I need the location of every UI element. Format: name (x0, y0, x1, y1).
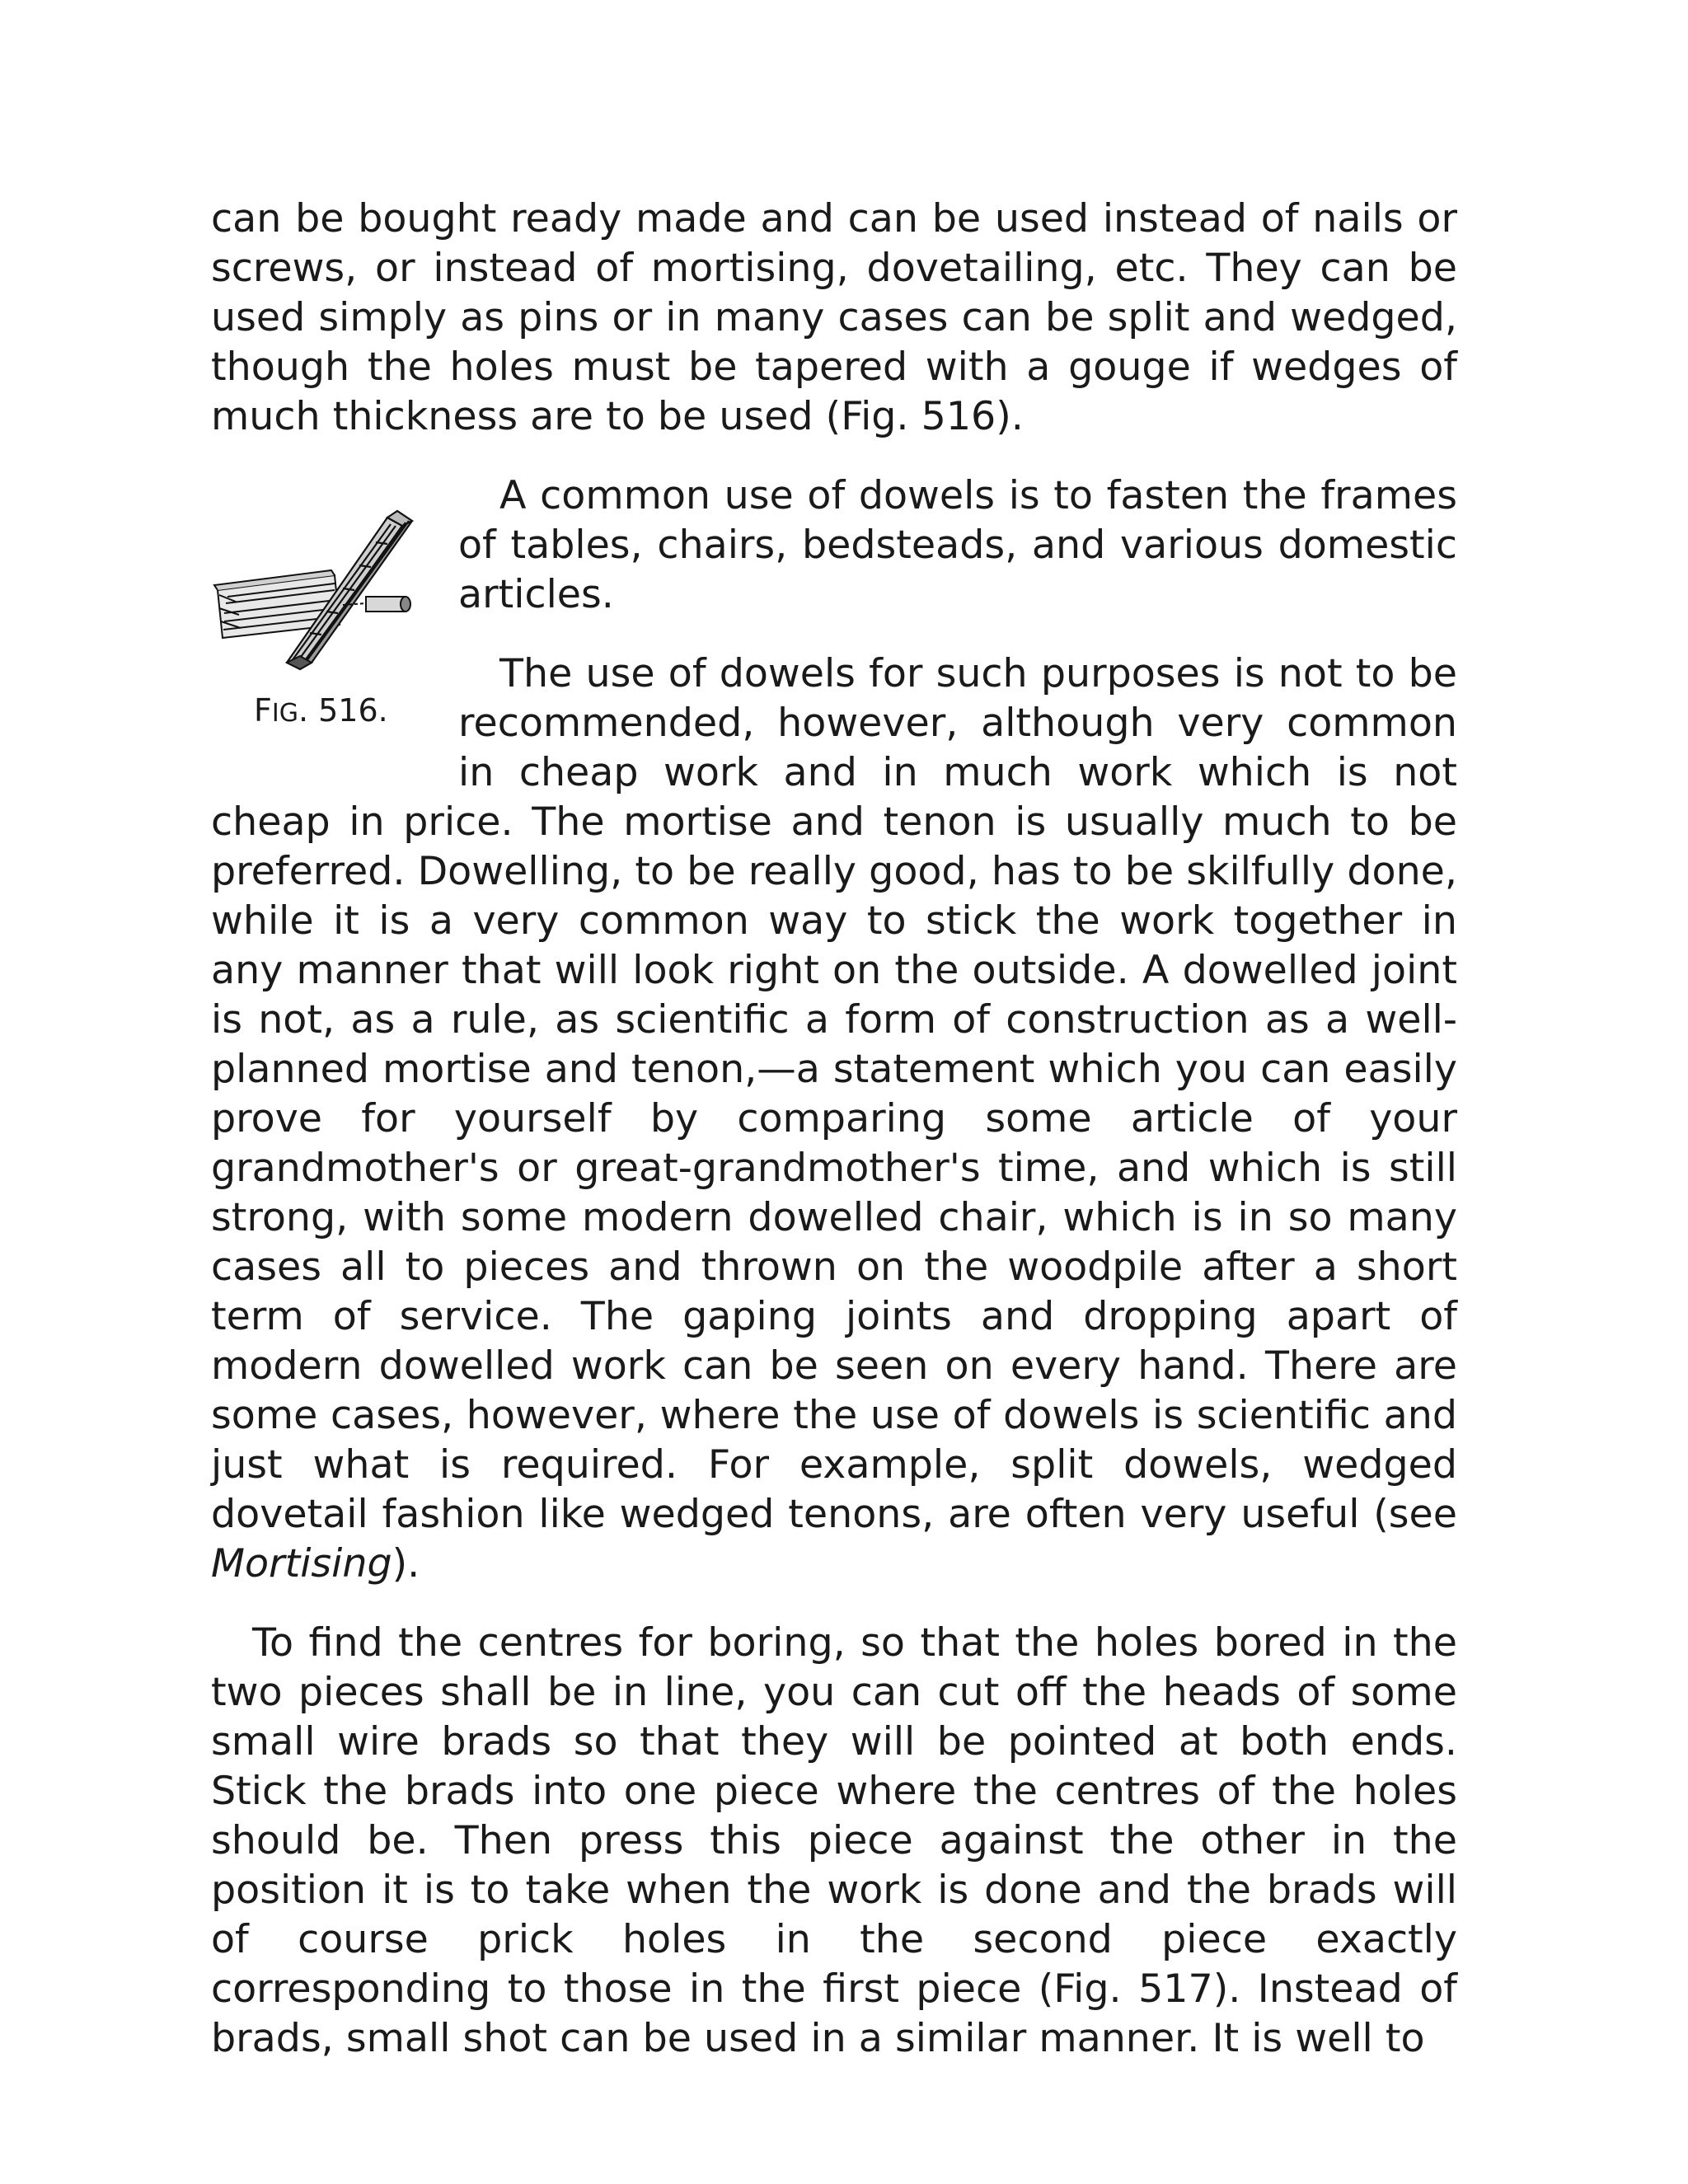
paragraph-3 (211, 649, 1457, 1589)
caption-smallcaps: IG (271, 699, 298, 728)
paragraph-2: A common use of dowels is to fasten the frames of tables, chairs, bedsteads, and various domestic articles. (458, 473, 1457, 617)
figure-caption (254, 694, 388, 730)
dowel-joint-illustration-icon (211, 493, 417, 682)
paragraph-3-text: The use of dowels for such purposes is not to be recommended, however, although very common in cheap work and in much work which is not cheap in price. The mortise and tenon is usually much to be preferred. Dowelling, to be really good, has to be skilfully done, while it is a very common way to stick the work together in any manner that will look right on the outside. A dowelled joint is not, as a rule, as scientific a form of construction as a well-planned mortise and tenon,—a statement which you can easily prove for yourself by comparing some article of your grandmother's or great-grandmother's time, and which is still strong, with some modern dowelled chair, which is in so many cases all to pieces and thrown on the woodpile after a short term of service. The gaping joints and dropping apart of modern dowelled work can be seen on every hand. There are some cases, however, where the use of dowels is scientific and just what is required. For example, split dowels, wedged dovetail fashion like wedged tenons, are often very useful (see (211, 651, 1457, 1537)
paragraph-4: To find the centres for boring, so that the holes bored in the two pieces shall be in line, you can cut off the heads of some small wire brads so that they will be pointed at both ends. Stick the brads into one piece where the centres of the holes should be. Then press this piece against the other in the position it is to take when the work is done and the brads will of course prick holes in the second piece exactly corresponding to those in the first piece (Fig. 517). Instead of brads, small shot can be used in a similar manner. It is well to (211, 1620, 1457, 2061)
paragraph-1: can be bought ready made and can be used instead of nails or screws, or instead of mortising, dovetailing, etc. They can be used simply as pins or in many cases can be split and wedged, though the holes must be tapered with a gouge if wedges of much thickness are to be used (Fig. 516). (211, 196, 1457, 439)
mortising-reference: Mortising (211, 1541, 392, 1586)
page-content (211, 194, 1457, 2064)
caption-initial: F (254, 692, 272, 729)
caption-number: . 516. (298, 692, 388, 729)
paragraph-3-end: ). (392, 1541, 420, 1586)
figure-516 (211, 493, 458, 765)
